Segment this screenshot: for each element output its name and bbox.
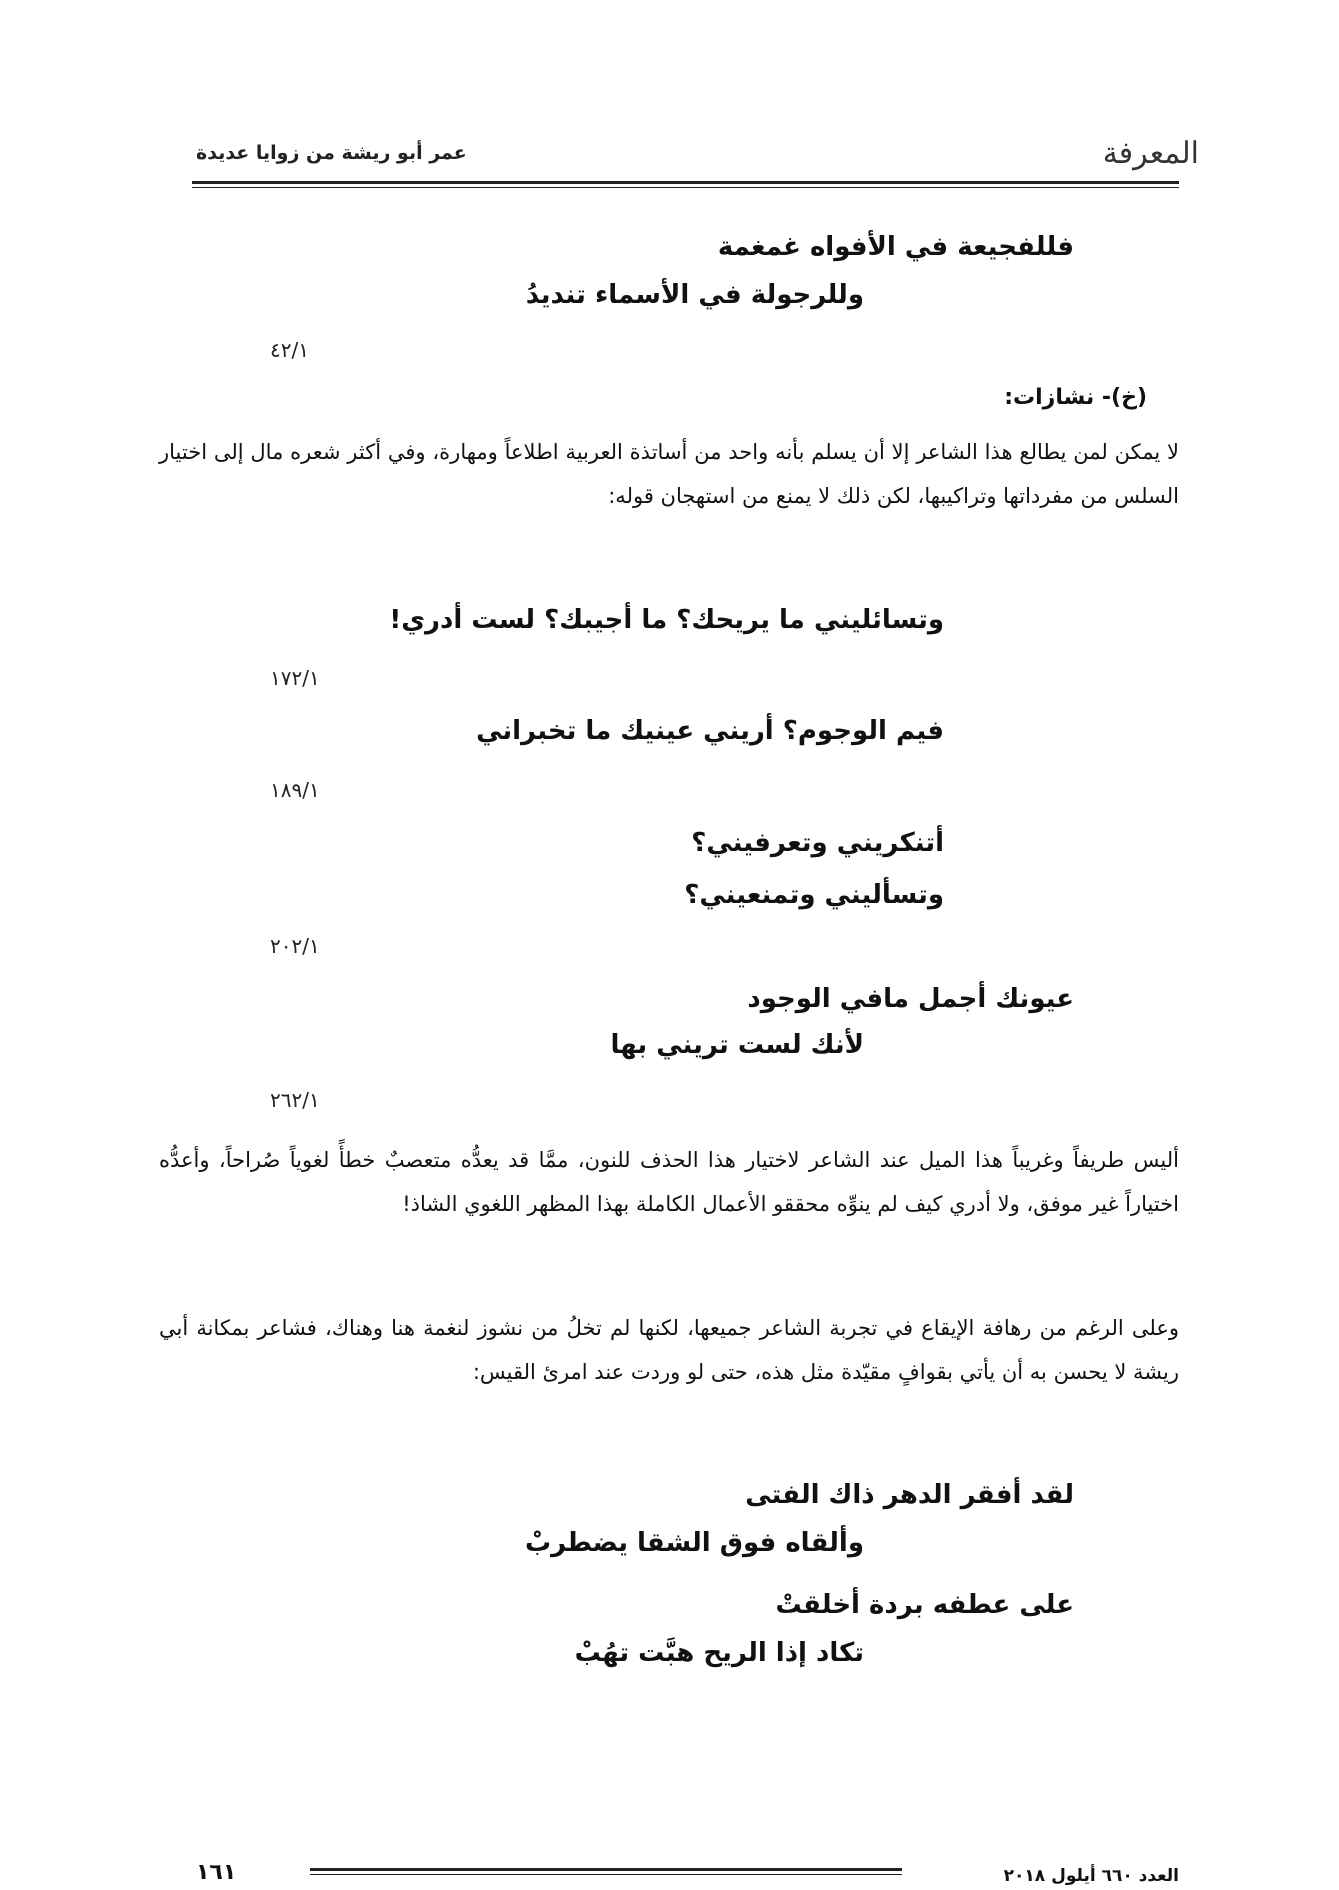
issue-info: العدد ٦٦٠ أيلول ٢٠١٨ xyxy=(1003,1866,1179,1886)
verse3-line2: وألقاه فوق الشقا يضطربْ xyxy=(524,1528,864,1558)
quote1-line: وتسائليني ما يريحك؟ ما أجيبك؟ لست أدري! xyxy=(389,605,944,635)
verse3-line1: لقد أفقر الدهر ذاك الفتى xyxy=(745,1480,1074,1510)
verse2-ref: ٢٦٢/١ xyxy=(270,1088,320,1112)
magazine-logo: المعرفة xyxy=(1102,136,1199,171)
verse2-line1: عيونك أجمل مافي الوجود xyxy=(747,984,1074,1014)
verse3-line3: على عطفه بردة أخلقتْ xyxy=(775,1590,1074,1620)
header-rule xyxy=(192,181,1179,184)
footer-rule xyxy=(310,1868,902,1871)
verse3-line4: تكاد إذا الريح هبَّت تهُبْ xyxy=(574,1638,864,1668)
paragraph-1: لا يمكن لمن يطالع هذا الشاعر إلا أن يسلم بأنه واحد من أساتذة العربية اطلاعاً ومهارة، وفي أكثر شعره مال إلى اختيار السلس من مفرداتها وتراكيبها، لكن ذلك لا يمنع من استهجان قوله: xyxy=(159,440,1179,508)
paragraph-2: أليس طريفاً وغريباً هذا الميل عند الشاعر لاختيار هذا الحذف للنون، ممَّا قد يعدُّه متعصبٌ خطأً لغوياً صُراحاً، وأعدُّه اختياراً غير موفق، ولا أدري كيف لم ينوِّه محققو الأعمال الكاملة بهذا المظهر اللغوي الشاذ! xyxy=(159,1148,1179,1216)
quote1-ref: ١٧٢/١ xyxy=(270,666,320,690)
verse1-line2: وللرجولة في الأسماء تنديدُ xyxy=(525,280,864,310)
quote3-line2: وتسأليني وتمنعيني؟ xyxy=(684,880,944,910)
header-rule-thin xyxy=(192,187,1179,188)
section-heading: (خ)- نشازات: xyxy=(1004,385,1147,410)
quote2-line: فيم الوجوم؟ أريني عينيك ما تخبراني xyxy=(476,716,944,746)
verse1-ref: ٤٢/١ xyxy=(270,338,309,362)
verse2-line2: لأنك لست تريني بها xyxy=(610,1030,864,1060)
paragraph-3: وعلى الرغم من رهافة الإيقاع في تجربة الشاعر جميعها، لكنها لم تخلُ من نشوز لنغمة هنا وهناك، فشاعر بمكانة أبي ريشة لا يحسن به أن يأتي بقوافٍ مقيّدة مثل هذه، حتى لو وردت عند امرئ القيس: xyxy=(159,1316,1179,1384)
verse1-line1: فللفجيعة في الأفواه غمغمة xyxy=(717,232,1074,262)
page-number: ١٦١ xyxy=(196,1860,237,1885)
quote2-ref: ١٨٩/١ xyxy=(270,778,320,802)
quote3-line1: أتنكريني وتعرفيني؟ xyxy=(691,828,944,858)
running-title: عمر أبو ريشة من زوايا عديدة xyxy=(196,142,467,164)
footer-rule-thin xyxy=(310,1874,902,1875)
quote3-ref: ٢٠٢/١ xyxy=(270,934,320,958)
